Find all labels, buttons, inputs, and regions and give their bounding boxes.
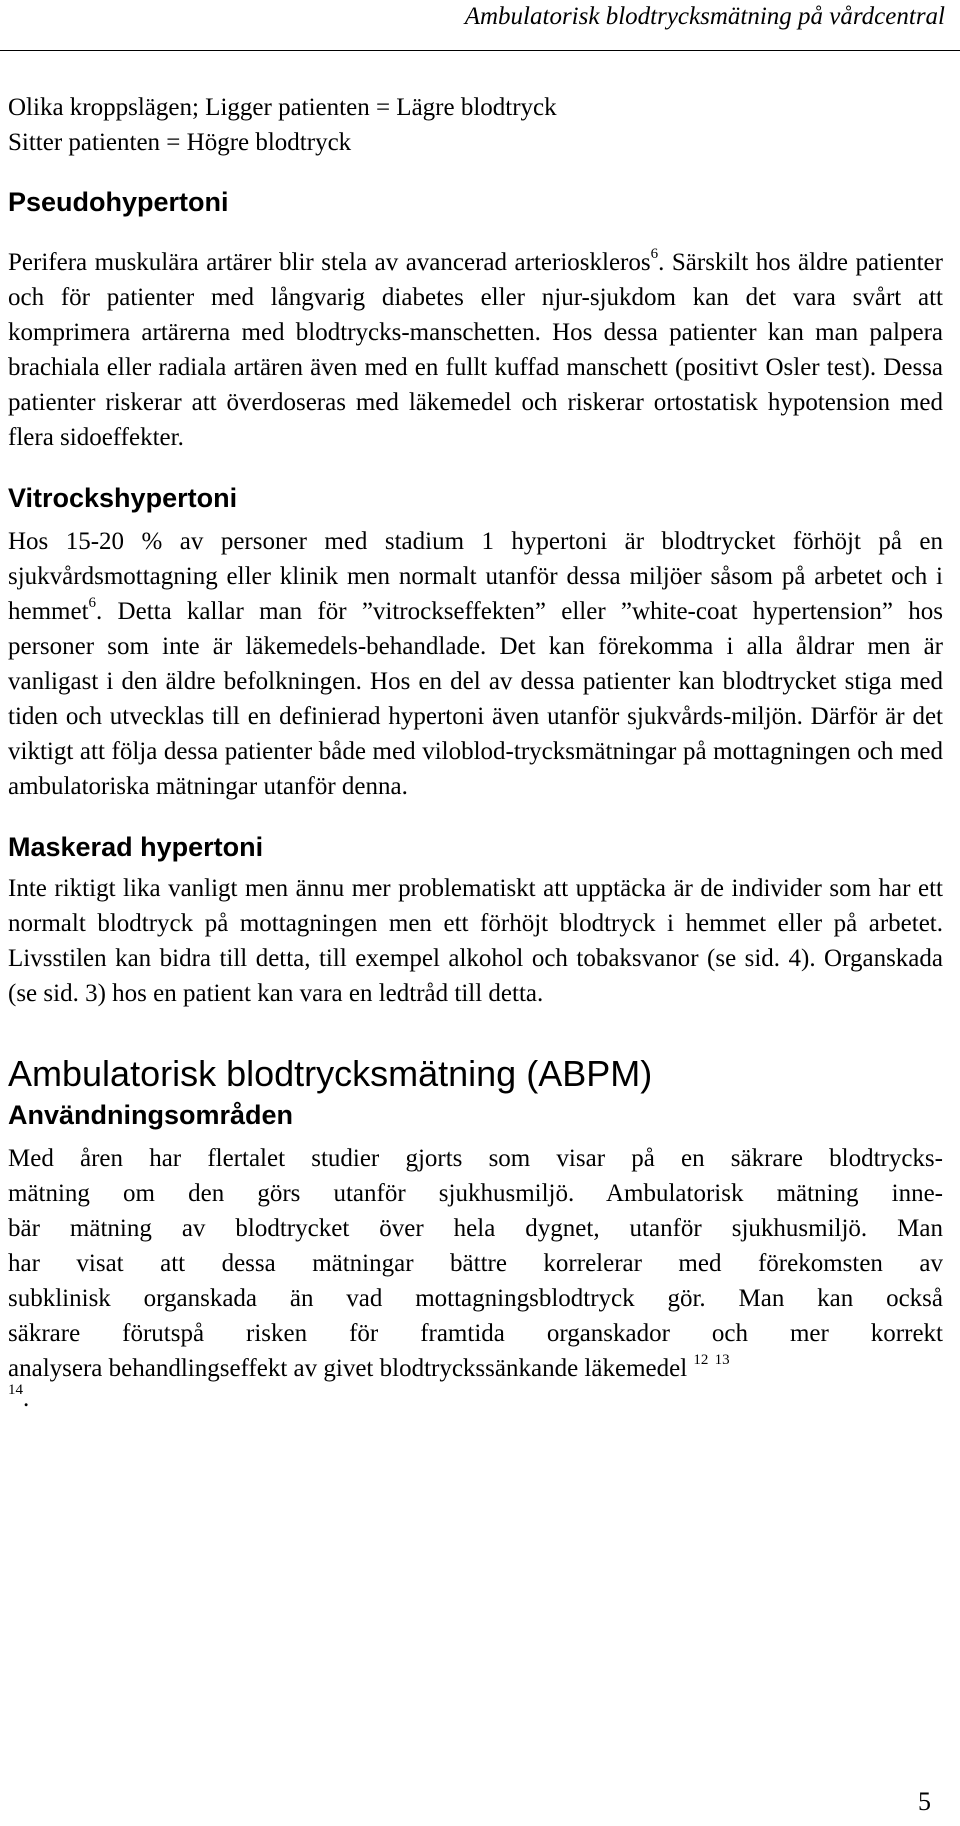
reference-marker: 6: [88, 595, 97, 611]
heading-pseudohypertoni: Pseudohypertoni: [8, 187, 229, 217]
abpm-line: [8, 1351, 943, 1386]
heading-anvandningsomraden: Användningsområden: [8, 1100, 294, 1130]
intro-block: [8, 90, 943, 160]
abpm-line: bär mätning av blodtrycket över hela dygnet, utanför sjukhusmiljö. Man: [8, 1215, 943, 1242]
vitrock-text-2: . Detta kallar man för ”vitrockseffekten” eller ”white-coat hypertension” hos personer som inte är läkemedels-behandlade. Det kan förekomma i alla åldrar men är vanligast i den äldre befolkningen. Hos en del av dessa patienter kan blodtrycket stiga med tiden och utvecklas till en definierad hypertoni även utanför sjukvårds-miljön. Därför är det viktigt att följa dessa patienter både med viloblod-trycksmätningar på mottagningen och med ambulatoriska mätningar utanför denna.: [8, 598, 943, 800]
heading-maskerad-hypertoni: Maskerad hypertoni: [8, 832, 264, 862]
abpm-end-punctuation: .: [23, 1385, 30, 1412]
abpm-line: [8, 1382, 943, 1412]
paragraph-maskerad-hypertoni: Inte riktigt lika vanligt men ännu mer problematiskt att upptäcka är de individer som har ett normalt blodtryck på mottagningen men ett förhöjt blodtryck i hemmet eller på arbetet. Livsstilen kan bidra till detta, till exempel alkohol och tobaksvanor (se sid. 4). Organskada (se sid. 3) hos en patient kan vara en ledtråd till detta.: [8, 875, 943, 1007]
running-header: Ambulatorisk blodtrycksmätning på vårdcentral: [464, 3, 945, 30]
vitrock-text-1: Hos 15-20 % av personer med stadium 1 hypertoni är blodtrycket förhöjt på en sjukvårdsmottagning eller klinik men normalt utanför dessa miljöer såsom på arbetet och i hemmet: [8, 528, 943, 625]
abpm-line: säkrare förutspå risken för framtida organskador och mer korrekt: [8, 1320, 943, 1347]
reference-marker: 6: [650, 246, 659, 262]
page-content: [8, 90, 943, 1412]
paragraph-pseudohypertoni: [8, 245, 943, 455]
section-title-abpm: Ambulatorisk blodtrycksmätning (ABPM): [8, 1053, 653, 1094]
abpm-line-text: analysera behandlingseffekt av givet blodtryckssänkande läkemedel: [8, 1355, 688, 1382]
header-rule: [0, 50, 960, 51]
intro-line-1: Olika kroppslägen; Ligger patienten = Lägre blodtryck: [8, 94, 557, 121]
reference-marker: 12: [693, 1352, 709, 1368]
pseudo-text-2: . Särskilt hos äldre patienter och för patienter med långvarig diabetes eller njur-sjukdom kan det vara svårt att komprimera artärerna med blodtrycks-manschetten. Hos dessa patienter kan man palpera brachiala eller radiala artären även med en fullt kuffad manschett (positivt Osler test). Dessa patienter riskerar att överdoseras med läkemedel och riskerar ortostatisk hypotension med flera sidoeffekter.: [8, 249, 943, 451]
abpm-line: Med åren har flertalet studier gjorts som visar på en säkrare blodtrycks-: [8, 1145, 943, 1172]
abpm-line: mätning om den görs utanför sjukhusmiljö. Ambulatorisk mätning inne-: [8, 1180, 943, 1207]
reference-marker: 14: [8, 1382, 23, 1398]
page-number: 5: [918, 1787, 931, 1816]
intro-line-2: Sitter patienten = Högre blodtryck: [8, 129, 352, 156]
heading-vitrockshypertoni: Vitrockshypertoni: [8, 483, 238, 513]
abpm-line: subklinisk organskada än vad mottagningsblodtryck gör. Man kan också: [8, 1285, 943, 1312]
reference-marker: 13: [714, 1352, 730, 1368]
pseudo-text-1: Perifera muskulära artärer blir stela av avancerad arterioskleros: [8, 249, 651, 276]
paragraph-vitrockshypertoni: [8, 524, 943, 804]
paragraph-anvandningsomraden: [8, 1141, 943, 1412]
abpm-line: har visat att dessa mätningar bättre korrelerar med förekomsten av: [8, 1250, 943, 1277]
